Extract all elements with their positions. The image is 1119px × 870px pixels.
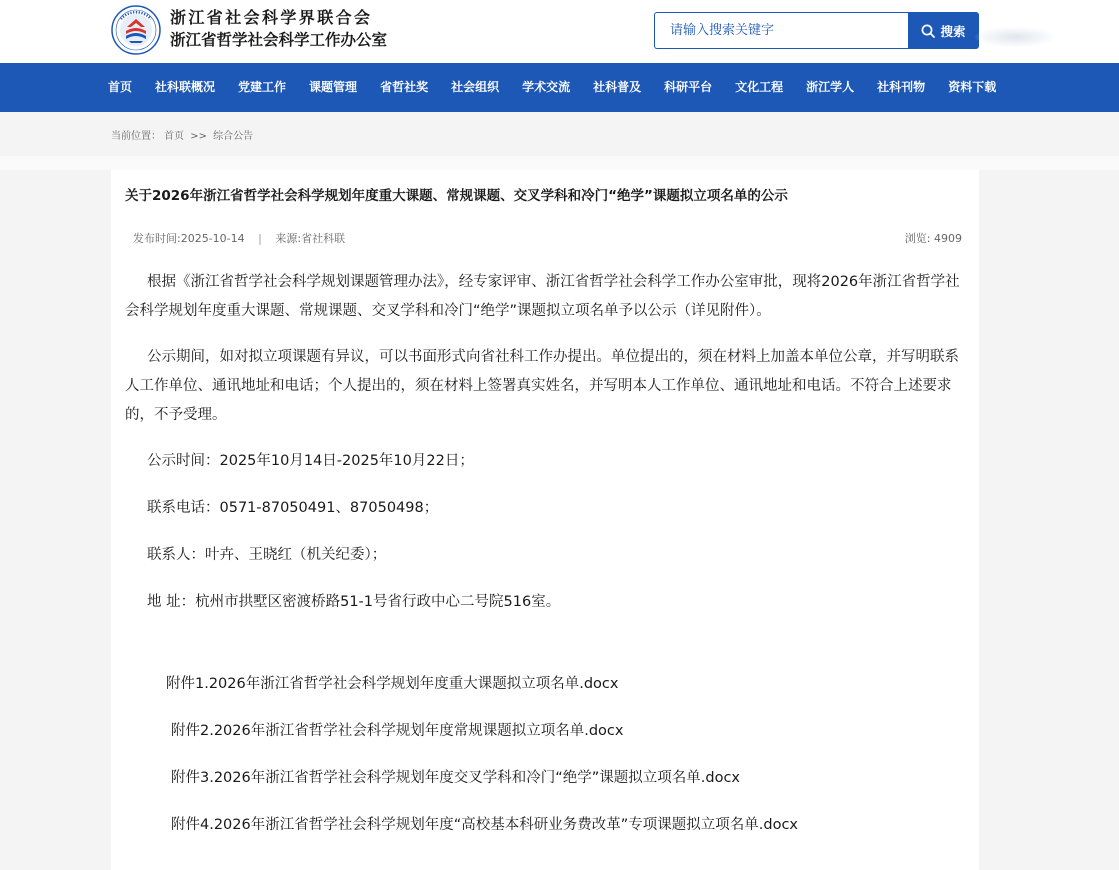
breadcrumb-prefix: 当前位置： [111,131,161,142]
nav-item-overview[interactable]: 社科联概况 [155,80,216,94]
site-header [0,0,1119,63]
article-card [111,170,979,870]
article-paragraph: 公示期间，如对拟立项课题有异议，可以书面形式向省社科工作办提出。单位提出的，须在材料上加盖本单位公章，并写明联系人工作单位、通讯地址和电话；个人提出的，须在材料上签署真实姓名，并写明本人工作单位、通讯地址和电话。不符合上述要求的，不予受理。 [125,349,959,423]
nav-item-home[interactable]: 首页 [108,80,133,94]
breadcrumb [111,127,256,142]
search-box [654,12,979,49]
org-name-line1: 浙江省社会科学界联合会 [170,8,373,27]
notice-period: 公示时间：2025年10月14日-2025年10月22日； [147,453,474,469]
attachment-link-4[interactable]: 附件4.2026年浙江省哲学社会科学规划年度“高校基本科研业务费改革”专项课题拟立项名单.docx [171,817,798,833]
content-top-band [0,156,1119,170]
main-nav [0,63,1119,112]
search-button[interactable] [908,12,979,49]
view-count: 浏览: 4909 [904,232,962,245]
contact-address: 地 址：杭州市拱墅区密渡桥路51-1号省行政中心二号院516室。 [147,594,561,610]
nav-item-research-platforms[interactable]: 科研平台 [664,80,713,94]
nav-item-culture-project[interactable]: 文化工程 [735,80,784,94]
org-name-line2: 浙江省哲学社会科学工作办公室 [170,31,388,49]
article-title: 关于2026年浙江省哲学社会科学规划年度重大课题、常规课题、交叉学科和冷门“绝学”课题拟立项名单的公示 [125,188,788,204]
article-paragraph: 根据《浙江省哲学社会科学规划课题管理办法》，经专家评审、浙江省哲学社会科学工作办公室审批，现将2026年浙江省哲学社会科学规划年度重大课题、常规课题、交叉学科和冷门“绝学”课题拟立项名单予以公示（详见附件）。 [125,274,960,319]
nav-item-academic-exchange[interactable]: 学术交流 [522,80,571,94]
article-meta [133,230,345,246]
attachment-link-3[interactable]: 附件3.2026年浙江省哲学社会科学规划年度交叉学科和冷门“绝学”课题拟立项名单.docx [171,770,740,786]
nav-item-journals[interactable]: 社科刊物 [877,80,926,94]
nav-item-popularization[interactable]: 社科普及 [593,80,642,94]
breadcrumb-home-link[interactable]: 首页 [164,131,184,142]
article-source: 来源:省社科联 [275,232,346,245]
contact-person: 联系人：叶卉、王晓红（机关纪委）； [147,547,387,563]
org-logo-icon[interactable] [111,5,161,55]
nav-item-zhejiang-scholars[interactable]: 浙江学人 [806,80,855,94]
nav-item-project-management[interactable]: 课题管理 [309,80,358,94]
breadcrumb-current[interactable]: 综合公告 [213,131,254,142]
org-name[interactable] [170,8,387,52]
attachment-list [166,670,798,858]
breadcrumb-separator: >> [190,131,207,142]
contact-phone: 联系电话：0571-87050491、87050498； [147,500,439,516]
attachment-link-2[interactable]: 附件2.2026年浙江省哲学社会科学规划年度常规课题拟立项名单.docx [171,723,624,739]
breadcrumb-bar [0,112,1119,156]
search-icon [921,24,935,38]
publish-time: 发布时间:2025-10-14 [133,232,245,245]
attachment-link-1[interactable]: 附件1.2026年浙江省哲学社会科学规划年度重大课题拟立项名单.docx [166,676,619,692]
decorative-cloud [975,27,1055,47]
nav-item-party-building[interactable]: 党建工作 [238,80,287,94]
nav-item-social-organizations[interactable]: 社会组织 [451,80,500,94]
search-button-label: 搜索 [940,23,966,39]
nav-item-awards[interactable]: 省哲社奖 [380,80,429,94]
meta-separator: | [258,232,262,245]
search-input[interactable] [654,12,908,49]
nav-item-downloads[interactable]: 资料下载 [948,80,997,94]
article-body [125,268,965,635]
